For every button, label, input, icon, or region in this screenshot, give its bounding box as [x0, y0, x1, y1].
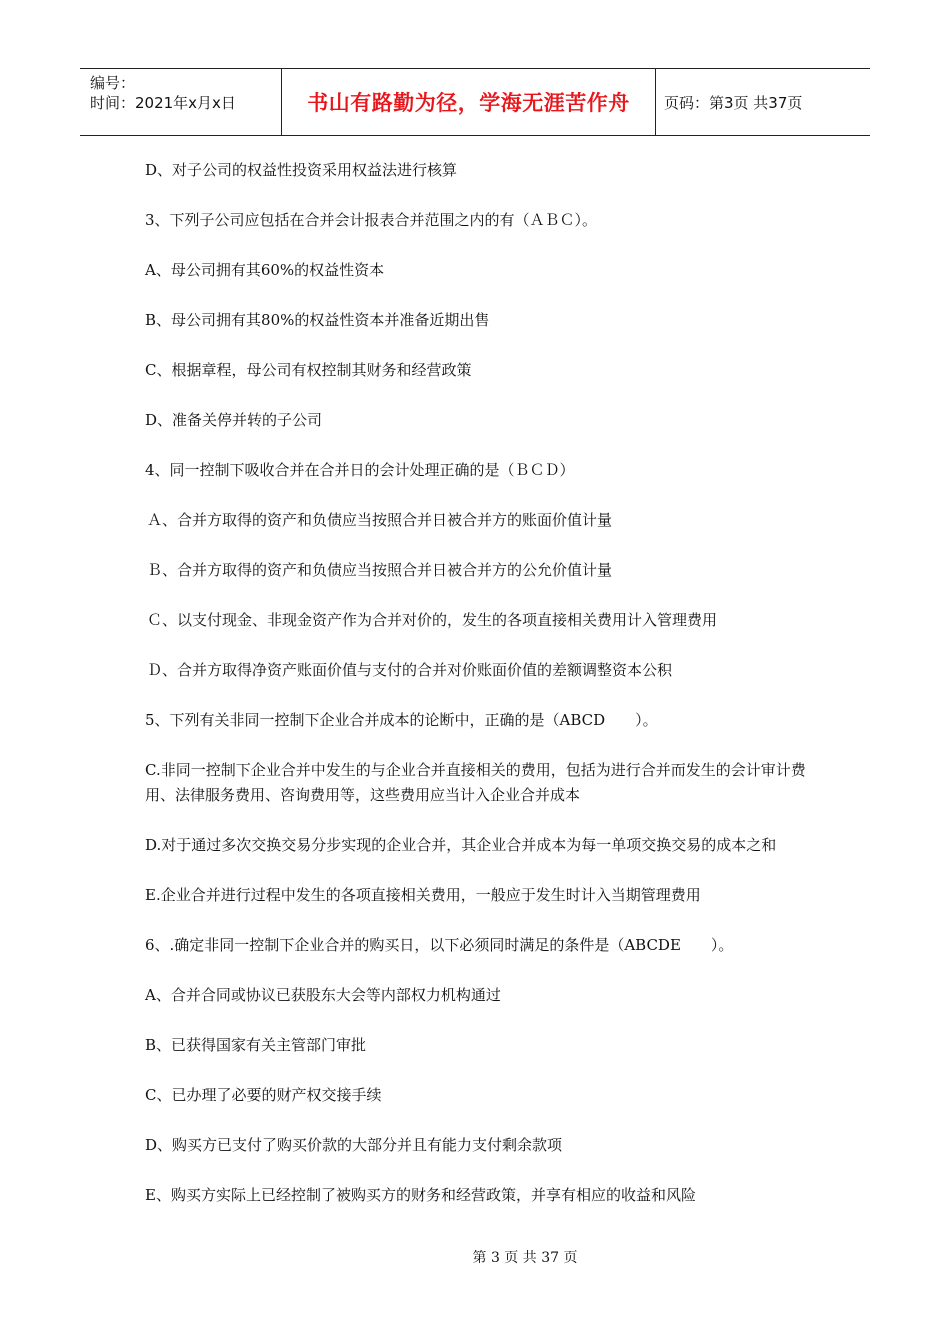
option-line: E、购买方实际上已经控制了被购买方的财务和经营政策，并享有相应的收益和风险 [145, 1186, 696, 1204]
option-line: B、已获得国家有关主管部门审批 [145, 1036, 367, 1054]
option-line: D、购买方已支付了购买价款的大部分并且有能力支付剩余款项 [145, 1136, 563, 1154]
option-line: C、根据章程，母公司有权控制其财务和经营政策 [145, 361, 472, 379]
option-line: D、对子公司的权益性投资采用权益法进行核算 [145, 161, 458, 179]
option-line: E.企业合并进行过程中发生的各项直接相关费用，一般应于发生时计入当期管理费用 [145, 886, 701, 904]
header-page-info: 页码：第3页 共37页 [664, 93, 803, 112]
option-line: Ｄ、合并方取得净资产账面价值与支付的合并对价账面价值的差额调整资本公积 [147, 661, 673, 679]
header-meta [80, 69, 282, 135]
option-line: A、母公司拥有其60%的权益性资本 [145, 261, 385, 279]
question-line: 6、.确定非同一控制下企业合并的购买日，以下必须同时满足的条件是（ABCDE ）。 [145, 936, 734, 954]
option-line: B、母公司拥有其80%的权益性资本并准备近期出售 [145, 311, 490, 329]
option-line: Ａ、合并方取得的资产和负债应当按照合并日被合并方的账面价值计量 [147, 511, 613, 529]
header-motto: 书山有路勤为径，学海无涯苦作舟 [282, 69, 656, 135]
document-number-label: 编号： [90, 74, 136, 92]
document-time: 时间：2021年x月x日 [90, 94, 236, 112]
option-line: D.对于通过多次交换交易分步实现的企业合并，其企业合并成本为每一单项交换交易的成本之和 [145, 836, 777, 854]
document-body [145, 158, 825, 1233]
option-line: Ｃ、以支付现金、非现金资产作为合并对价的，发生的各项直接相关费用计入管理费用 [147, 611, 718, 629]
option-line: D、准备关停并转的子公司 [145, 411, 323, 429]
question-line: 5、下列有关非同一控制下企业合并成本的论断中，正确的是（ABCD ）。 [145, 711, 658, 729]
page-header [80, 68, 870, 136]
question-line: 4、同一控制下吸收合并在合并日的会计处理正确的是（ＢＣＤ） [145, 461, 575, 479]
option-line: Ｂ、合并方取得的资产和负债应当按照合并日被合并方的公允价值计量 [147, 561, 613, 579]
question-line: 3、下列子公司应包括在合并会计报表合并范围之内的有（ＡＢＣ）。 [145, 211, 598, 229]
option-line: C、已办理了必要的财产权交接手续 [145, 1086, 382, 1104]
option-line: A、合并合同或协议已获股东大会等内部权力机构通过 [145, 986, 501, 1004]
page-footer: 第 3 页 共 37 页 [472, 1250, 578, 1266]
option-line: C.非同一控制下企业合并中发生的与企业合并直接相关的费用，包括为进行合并而发生的会计审计费用、法律服务费用、咨询费用等，这些费用应当计入企业合并成本 [145, 761, 806, 804]
